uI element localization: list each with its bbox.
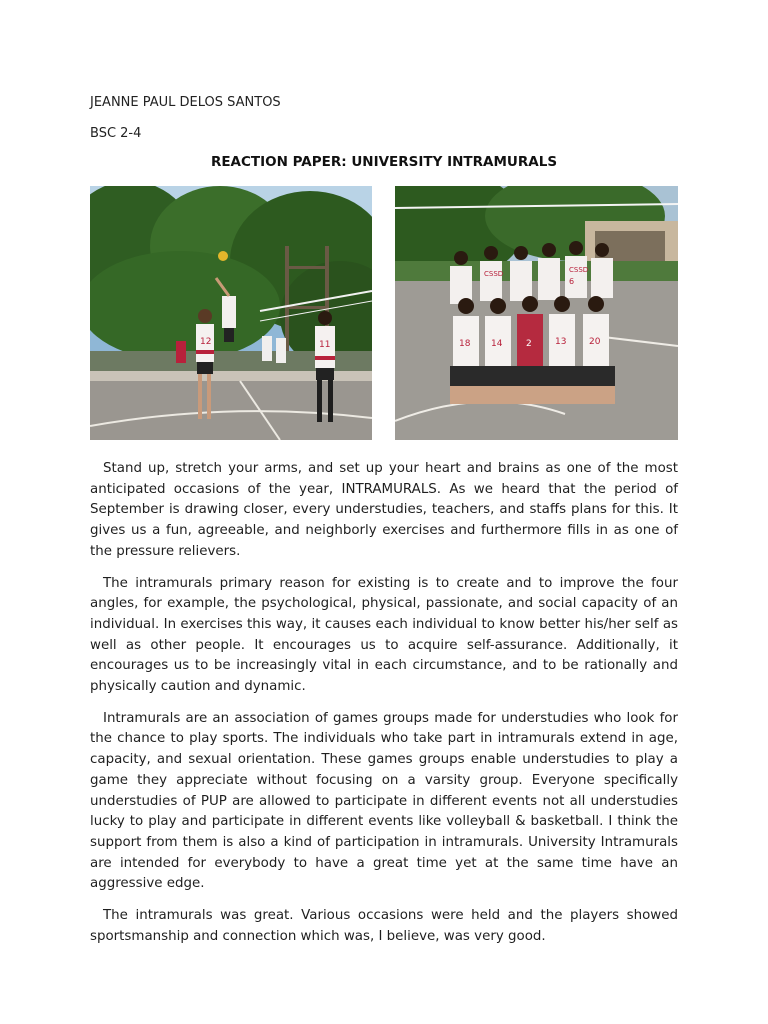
author-name: JEANNE PAUL DELOS SANTOS — [90, 95, 281, 110]
team-group-photo — [395, 186, 678, 440]
paragraph: Intramurals are an association of games groups made for understudies who look for the chance to play sports. The individuals who take part in intramurals extend in age, capacity, and sexual orientation. These games groups enable understudies to play a game they appreciate without focusing on a varsity group. Everyone specifically understudies of PUP are allowed to participate in different events not all understudies lucky to play and participate in different events like volleyball & basketball. I think the support from them is also a kind of participation in intramurals. University Intramurals are intended for everybody to have a great time yet at the same time have an aggressive edge. — [90, 710, 678, 892]
svg-text:6: 6 — [569, 277, 575, 286]
paragraph: Stand up, stretch your arms, and set up your heart and brains as one of the most anticipated occasions of the year, INTRAMURALS. As we heard that the period of September is drawing closer, every understudies, teachers, and staffs plans for this. It gives us a fun, agreeable, and neighborly exercises and furthermore fills in as one of the pressure relievers. — [90, 461, 678, 559]
course-section: BSC 2-4 — [90, 126, 142, 141]
svg-text:CSSD: CSSD — [569, 266, 589, 274]
paper-title: REACTION PAPER: UNIVERSITY INTRAMURALS — [210, 154, 558, 170]
svg-text:13: 13 — [555, 337, 567, 347]
svg-text:11: 11 — [319, 340, 331, 350]
paragraph: The intramurals primary reason for existing is to create and to improve the four angles, for example, the psychological, physical, passionate, and social capacity of an individual. In exercises this way, it causes each individual to know better his/her self as well as other people. It encourages us to acquire self-assurance. Additionally, it encourages us to be increasingly vital in each circumstance, and to be rationally and physically caution and dynamic. — [90, 575, 678, 695]
svg-text:12: 12 — [200, 337, 212, 347]
svg-text:2: 2 — [526, 339, 532, 349]
svg-text:14: 14 — [491, 339, 503, 349]
reaction-body — [90, 459, 678, 958]
volleyball-spike-photo — [90, 186, 372, 440]
paragraph: The intramurals was great. Various occasions were held and the players showed sportsmanship and connection which was, I believe, was very good. — [90, 908, 678, 944]
svg-text:20: 20 — [589, 337, 601, 347]
svg-text:18: 18 — [459, 339, 471, 349]
svg-text:CSSD: CSSD — [484, 270, 504, 278]
